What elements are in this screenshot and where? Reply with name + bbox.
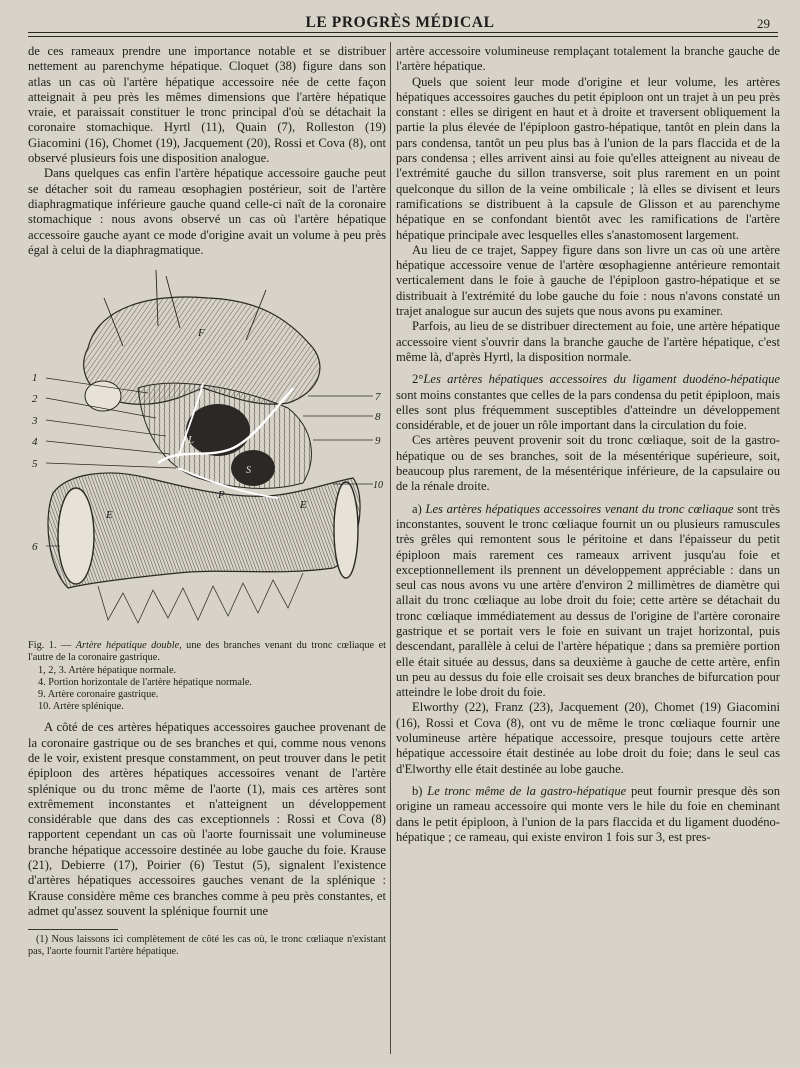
paragraph: A côté de ces artères hépatiques accessoires gauchee provenant de la coronaire gastrique ou de ses branches et qui, comme nous venons de le voir, existent presque constamment, on peut trouver dans le petit épiploon des artères hépatiques accessoires venant de l'artère splénique ou du tronc même de l'aorte (1), mais ces artères sont extrêmement inconstantes et n'atteignent un développement considérable que dans des cas exceptionnels : Rossi et Cova (8) rapportent cependant un cas où l'aorte fournissait une volumineuse branche hépatique accessoire destinée au lobe gauche du foie. Krause (21), Debierre (17), Poirier (6) Testut (5), signalent l'existence d'artères hépatiques accessoires gauches venant de la splénique : Krause considère même ces branches comme à peu près constantes, et admet qu'assez souvent la splénique fournit une: [28, 720, 386, 918]
journal-title: LE PROGRÈS MÉDICAL: [305, 14, 495, 31]
paragraph: Ces artères peuvent provenir soit du tronc cœliaque, soit de la gastro-hépatique ou de ses branches, soit de la mésentérique supérieure, soit, beaucoup plus rarement, de la mésentérique inférieure, de la capsulaire ou de la rénale droite.: [396, 433, 780, 494]
paragraph: Au lieu de ce trajet, Sappey figure dans son livre un cas où une artère hépatique accessoire venue de l'artère œsophagienne antérieure remontait verticalement dans le foie à gauche de l'épiploon gastro-hépatique et se distribuait à l'extrémité du lobe gauche du foie : nous n'avons constaté un trajet analogue sur aucun des sujets que nous avons pu examiner.: [396, 242, 780, 319]
section-text: sont moins constantes que celles de la pars condensa du petit épiploon, mais elles sont plus fréquemment susceptibles d'atteindre un développement considérable, et de jouer un rôle important dans la circulation du foie.: [396, 387, 780, 433]
footnote-rule: [28, 929, 118, 930]
figure-label: 2: [32, 393, 38, 406]
figure-letter: L: [188, 434, 195, 447]
figure-label: 7: [375, 391, 381, 404]
paragraph: Elworthy (22), Franz (23), Jacquement (20), Chomet (19) Giacomini (16), Rossi et Cova (8), ont vu de même le tronc cœliaque fournir une volumineuse artère hépatique accessoire, presque toujours cette artère hépatique accessoire était destinée au lobe droit du foie; dans le seul cas d'Elworthy elle était destinée au lobe gauche.: [396, 700, 780, 776]
figure-letter: P: [218, 489, 225, 502]
anatomical-figure: [28, 268, 386, 636]
figure-label: 9: [375, 435, 381, 448]
figure-letter: E: [106, 509, 113, 522]
paragraph: de ces rameaux prendre une importance notable et se distribuer nettement au parenchyme hépatique. Cloquet (38) figure dans son atlas un cas où l'artère hépatique accessoire née de cette façon atteignait à peu près les mêmes dimensions que l'artère hépatique vraie, et paraissait constituer le tronc principal d'où se détachait la coronaire stomachique. Hyrtl (11), Quain (7), Rolleston (19) Giacomini (16), Chomet (19), Jacquement (20), Rossi et Cova (8), ont observé plusieurs fois une disposition analogue.: [28, 44, 386, 166]
right-leaders: [303, 396, 373, 484]
section-paragraph: [396, 372, 780, 433]
right-column: [396, 44, 780, 845]
subsection-paragraph: [396, 784, 780, 845]
subsection-text: sont très inconstantes, souvent le tronc cœliaque fournit un ou plusieurs ramuscules très grêles qui remontent sous le péritoine et dans l'épaisseur du petit épiploon mais rarement ces rameaux arrivent jusqu'au foie et exceptionnellement ils prennent un développement appréciable : dans un seul cas nous avons vu une artère d'environ 2 millimètres de diamètre qui allait du tronc cœliaque au lobe droit du foie; cette artère se détachait du tronc cœliaque immédiatement au dessus de l'origine de l'artère coronaire gastrique et se portait vers le foie en suivant un trajet horizontal, puis descendant, parallèle à celui de l'artère hépatique ; dans sa première portion elle était située au dessus, dans sa deuxième à gauche de cette artère, enfin un peu au dessus du foie elle croisait ses deux branches de bifurcation pour atteindre le lobe droit du foie.: [396, 501, 780, 700]
subsection-paragraph: [396, 502, 780, 701]
section-number: 2°: [412, 372, 424, 387]
subsection-heading: Le tronc même de la gastro-hépatique: [427, 783, 627, 798]
subsection-letter: a): [412, 501, 422, 516]
figure-label: 5: [32, 458, 38, 471]
figure-label: 10: [373, 480, 383, 492]
subsection-text: peut fournir presque dès son origine un rameau accessoire qui monte vers le hile du foie en cheminant dans le petit épiploon, à l'union de la pars flaccida et du ligament duodéno-hépatique ; ce rameau, qui existe environ 1 fois sur 3, est pres-: [396, 783, 780, 844]
column-separator: [390, 42, 391, 1054]
caption-line: 10. Artère splénique.: [38, 701, 124, 713]
cavity-s: [231, 450, 275, 486]
caption-main: [28, 640, 386, 664]
caption-line: 1, 2, 3. Artère hépatique normale.: [38, 664, 177, 676]
figure-letter: E: [300, 499, 307, 512]
figure-label: 6: [32, 541, 38, 554]
duodenum-opening: [58, 488, 94, 584]
paragraph: artère accessoire volumineuse remplaçant totalement la branche gauche de l'artère hépatique.: [396, 44, 780, 74]
gallbladder-shape: [85, 381, 121, 411]
subsection-letter: b): [412, 783, 423, 798]
mesentery-fringe: [98, 573, 303, 623]
paragraph: Parfois, au lieu de se distribuer directement au foie, une artère hépatique accessoire vient s'ouvrir dans la branche gauche de l'artère hépatique, c'est même là, d'après Hyrtl, la disposition normale.: [396, 319, 780, 364]
section-heading: Les artères hépatiques accessoires du ligament duodéno-hépatique: [423, 372, 780, 387]
figure-label: 1: [32, 372, 38, 385]
cavity-l: [186, 404, 250, 456]
figure-letter: S: [246, 465, 251, 477]
caption-title: Artère hépatique double,: [75, 640, 182, 652]
caption-lead: Fig. 1. —: [28, 640, 72, 652]
header-rule: [28, 32, 778, 33]
caption-line: 4. Portion horizontale de l'artère hépatique normale.: [38, 676, 253, 688]
liver-stomach-engraving: [28, 268, 386, 636]
figure-label: 8: [375, 411, 381, 424]
paragraph: Quels que soient leur mode d'origine et leur volume, les artères hépatiques accessoires gauches du petit épiploon ont un trajet à un peu près constant : elles se dirigent en haut et à droite et traversent obliquement la partie la plus élevée de l'épiploon gastro-hépatique, tantôt en plein dans la pars condensa, tantôt un peu plus bas à l'union de la pars flaccida et de la pars condensa ; elles arrivent ainsi au foie qu'elles atteignent au niveau de l'extrémité gauche du sillon transverse, soit plus rarement en un point quelconque du sillon de la veine ombilicale ; là elles se divisent et leurs ramifications se distribuent à la capsule de Glisson et au parenchyme hépatique en se confondant bientôt avec les ramifications de l'artère hépatique principale avec lesquelles elles s'anastomosent largement.: [396, 74, 780, 242]
caption-line: 9. Artère coronaire gastrique.: [38, 688, 159, 700]
caption-rest: une des branches venant du tronc cœliaque et l'autre de la coronaire gastrique.: [28, 640, 386, 664]
page-number: 29: [757, 16, 770, 31]
footnote: (1) Nous laissons ici complètement de côté les cas où, le tronc cœliaque n'existant pas, l'aorte fournit l'artère hépatique.: [28, 934, 386, 958]
figure-caption: [28, 640, 386, 713]
figure-label: 3: [32, 415, 38, 428]
pylorus-opening: [334, 482, 358, 578]
stomach-shape: [48, 473, 360, 588]
figure-label: 4: [32, 436, 38, 449]
figure-letter: F: [198, 327, 205, 340]
paragraph: Dans quelques cas enfin l'artère hépatique accessoire gauche peut se détacher soit du rameau œsophagien postérieur, soit de l'artère diaphragmatique inférieure gauche quand celle-ci naît de la coronaire stomachique : nous avons observé un cas où l'artère hépatique accessoire gauche ayant ce mode d'origine avait un volume à peu près égal à celui de la diaphragmatique.: [28, 166, 386, 257]
header-rule-thin: [28, 36, 778, 37]
subsection-heading: Les artères hépatiques accessoires venant du tronc cœliaque: [425, 501, 734, 516]
left-column: [28, 44, 386, 959]
running-header: [0, 8, 800, 38]
